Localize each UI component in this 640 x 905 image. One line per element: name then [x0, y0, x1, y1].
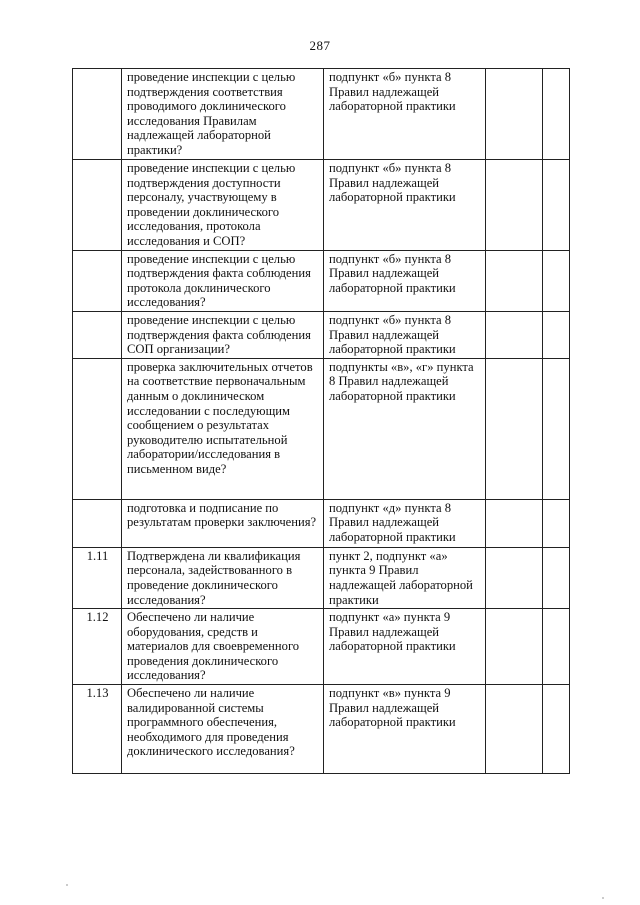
reference-cell: подпункт «б» пункта 8 Правил надлежащей лабораторной практики — [324, 311, 486, 358]
answer-cell — [486, 250, 543, 311]
question-cell: проведение инспекции с целью подтверждения факта соблюдения протокола доклинического исследования? — [122, 250, 324, 311]
page-number: 287 — [309, 38, 331, 53]
item-number: 1.11 — [73, 547, 122, 608]
reference-cell: подпункт «в» пункта 9 Правил надлежащей лабораторной практики — [324, 685, 486, 774]
item-number — [73, 160, 122, 251]
answer-cell — [486, 609, 543, 685]
table-row — [73, 609, 570, 685]
table-row — [73, 69, 570, 160]
reference-cell: подпункт «д» пункта 8 Правил надлежащей лабораторной практики — [324, 499, 486, 547]
question-cell: подготовка и подписание по результатам проверки заключения? — [122, 499, 324, 547]
note-cell — [543, 250, 570, 311]
table-row — [73, 547, 570, 608]
answer-cell — [486, 499, 543, 547]
item-number: 1.13 — [73, 685, 122, 774]
item-number: 1.12 — [73, 609, 122, 685]
note-cell — [543, 685, 570, 774]
question-cell: проведение инспекции с целью подтверждения доступности персоналу, участвующему в проведении доклинического исследования, протокола исследования и СОП? — [122, 160, 324, 251]
note-cell — [543, 311, 570, 358]
reference-cell: подпункт «б» пункта 8 Правил надлежащей лабораторной практики — [324, 250, 486, 311]
answer-cell — [486, 685, 543, 774]
reference-cell: подпункт «б» пункта 8 Правил надлежащей лабораторной практики — [324, 160, 486, 251]
answer-cell — [486, 160, 543, 251]
answer-cell — [486, 547, 543, 608]
note-cell — [543, 609, 570, 685]
question-cell: Обеспечено ли наличие валидированной системы программного обеспечения, необходимого для проведения доклинического исследования? — [122, 685, 324, 774]
checklist-table — [72, 68, 570, 774]
question-cell: проведение инспекции с целью подтверждения соответствия проводимого доклинического исследования Правилам надлежащей лабораторной практики? — [122, 69, 324, 160]
scan-speck — [602, 897, 604, 899]
table-row — [73, 685, 570, 774]
reference-cell: подпункт «б» пункта 8 Правил надлежащей лабораторной практики — [324, 69, 486, 160]
item-number — [73, 358, 122, 499]
table-row — [73, 160, 570, 251]
note-cell — [543, 499, 570, 547]
table-row — [73, 250, 570, 311]
answer-cell — [486, 311, 543, 358]
question-cell: Обеспечено ли наличие оборудования, средств и материалов для своевременного проведения доклинического исследования? — [122, 609, 324, 685]
item-number — [73, 69, 122, 160]
table-row — [73, 311, 570, 358]
table-row — [73, 499, 570, 547]
note-cell — [543, 69, 570, 160]
note-cell — [543, 160, 570, 251]
item-number — [73, 250, 122, 311]
item-number — [73, 311, 122, 358]
table-row — [73, 358, 570, 499]
question-cell: проведение инспекции с целью подтверждения факта соблюдения СОП организации? — [122, 311, 324, 358]
note-cell — [543, 358, 570, 499]
question-cell: проверка заключительных отчетов на соответствие первоначальным данным о доклиническом исследовании с последующим сообщением о результатах руководителю испытательной лаборатории/исследования в письменном виде? — [122, 358, 324, 499]
reference-cell: пункт 2, подпункт «а» пункта 9 Правил надлежащей лабораторной практики — [324, 547, 486, 608]
note-cell — [543, 547, 570, 608]
reference-cell: подпункты «в», «г» пункта 8 Правил надлежащей лабораторной практики — [324, 358, 486, 499]
item-number — [73, 499, 122, 547]
scan-speck — [66, 884, 68, 886]
question-cell: Подтверждена ли квалификация персонала, задействованного в проведение доклинического исследования? — [122, 547, 324, 608]
answer-cell — [486, 358, 543, 499]
answer-cell — [486, 69, 543, 160]
reference-cell: подпункт «а» пункта 9 Правил надлежащей лабораторной практики — [324, 609, 486, 685]
